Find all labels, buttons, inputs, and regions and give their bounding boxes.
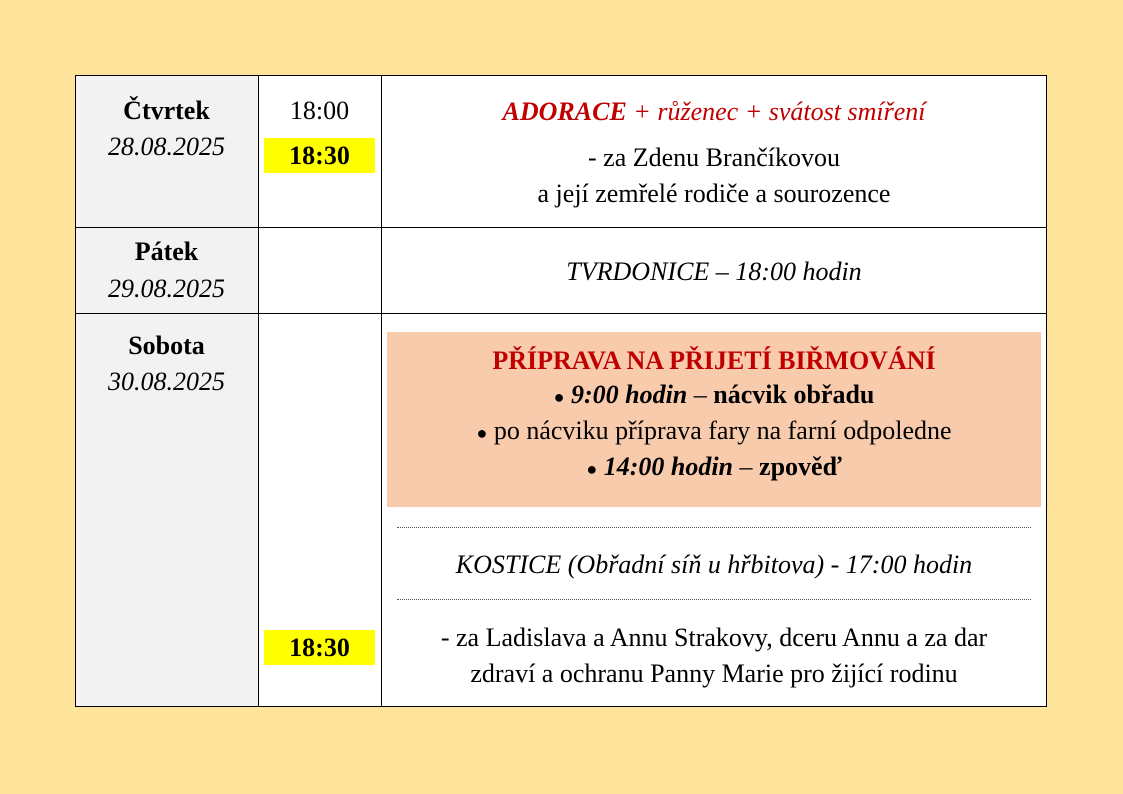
row-divider	[75, 227, 1047, 228]
prep-item-sep: –	[687, 380, 714, 409]
day-name: Pátek	[134, 237, 199, 266]
time-badge: 18:30	[264, 630, 375, 665]
bullet-icon: ●	[586, 459, 598, 479]
prep-item	[387, 378, 1041, 414]
prep-item-sep: –	[733, 452, 760, 481]
day-date: 28.08.2025	[108, 132, 225, 161]
bullet-icon: ●	[553, 387, 565, 407]
day-name: Čtvrtek	[123, 96, 210, 125]
time-badge: 18:30	[264, 138, 375, 173]
headline-adoration: ADORACE	[502, 97, 627, 126]
prep-item-time: 9:00 hodin	[570, 380, 688, 409]
prep-item-text: po nácviku příprava fary na farní odpoledne	[493, 416, 952, 445]
time-label: 18:00	[289, 96, 350, 125]
event-location: TVRDONICE – 18:00 hodin	[566, 257, 862, 286]
column-divider	[258, 75, 259, 707]
column-divider	[381, 75, 382, 707]
headline-rest: + růženec + svátost smíření	[626, 97, 926, 126]
day-date: 30.08.2025	[108, 367, 225, 396]
mass-intention-line: - za Zdenu Brančíkovou	[588, 143, 840, 172]
bullet-icon: ●	[476, 423, 488, 443]
prep-item-text: nácvik obřadu	[713, 380, 875, 409]
day-name: Sobota	[128, 331, 205, 360]
prep-item-time: 14:00 hodin	[603, 452, 734, 481]
prep-title: PŘÍPRAVA NA PŘIJETÍ BIŘMOVÁNÍ	[492, 346, 936, 375]
mass-intention-line: a její zemřelé rodiče a sourozence	[537, 179, 891, 208]
prep-item-text: zpověď	[759, 452, 842, 481]
event-headline	[381, 94, 1047, 130]
mass-intention-line: - za Ladislava a Annu Strakovy, dceru Annu a za dar	[440, 623, 988, 652]
mass-schedule-table	[75, 75, 1047, 707]
confirmation-preparation-box	[387, 332, 1041, 507]
dotted-divider	[397, 599, 1031, 600]
prep-item	[387, 414, 1041, 450]
dotted-divider	[397, 527, 1031, 528]
day-date: 29.08.2025	[108, 274, 225, 303]
prep-item	[387, 450, 1041, 486]
mass-intention-line: zdraví a ochranu Panny Marie pro žijící rodinu	[470, 659, 958, 688]
event-location: KOSTICE (Obřadní síň u hřbitova) - 17:00 hodin	[455, 550, 973, 579]
row-divider	[75, 313, 1047, 314]
